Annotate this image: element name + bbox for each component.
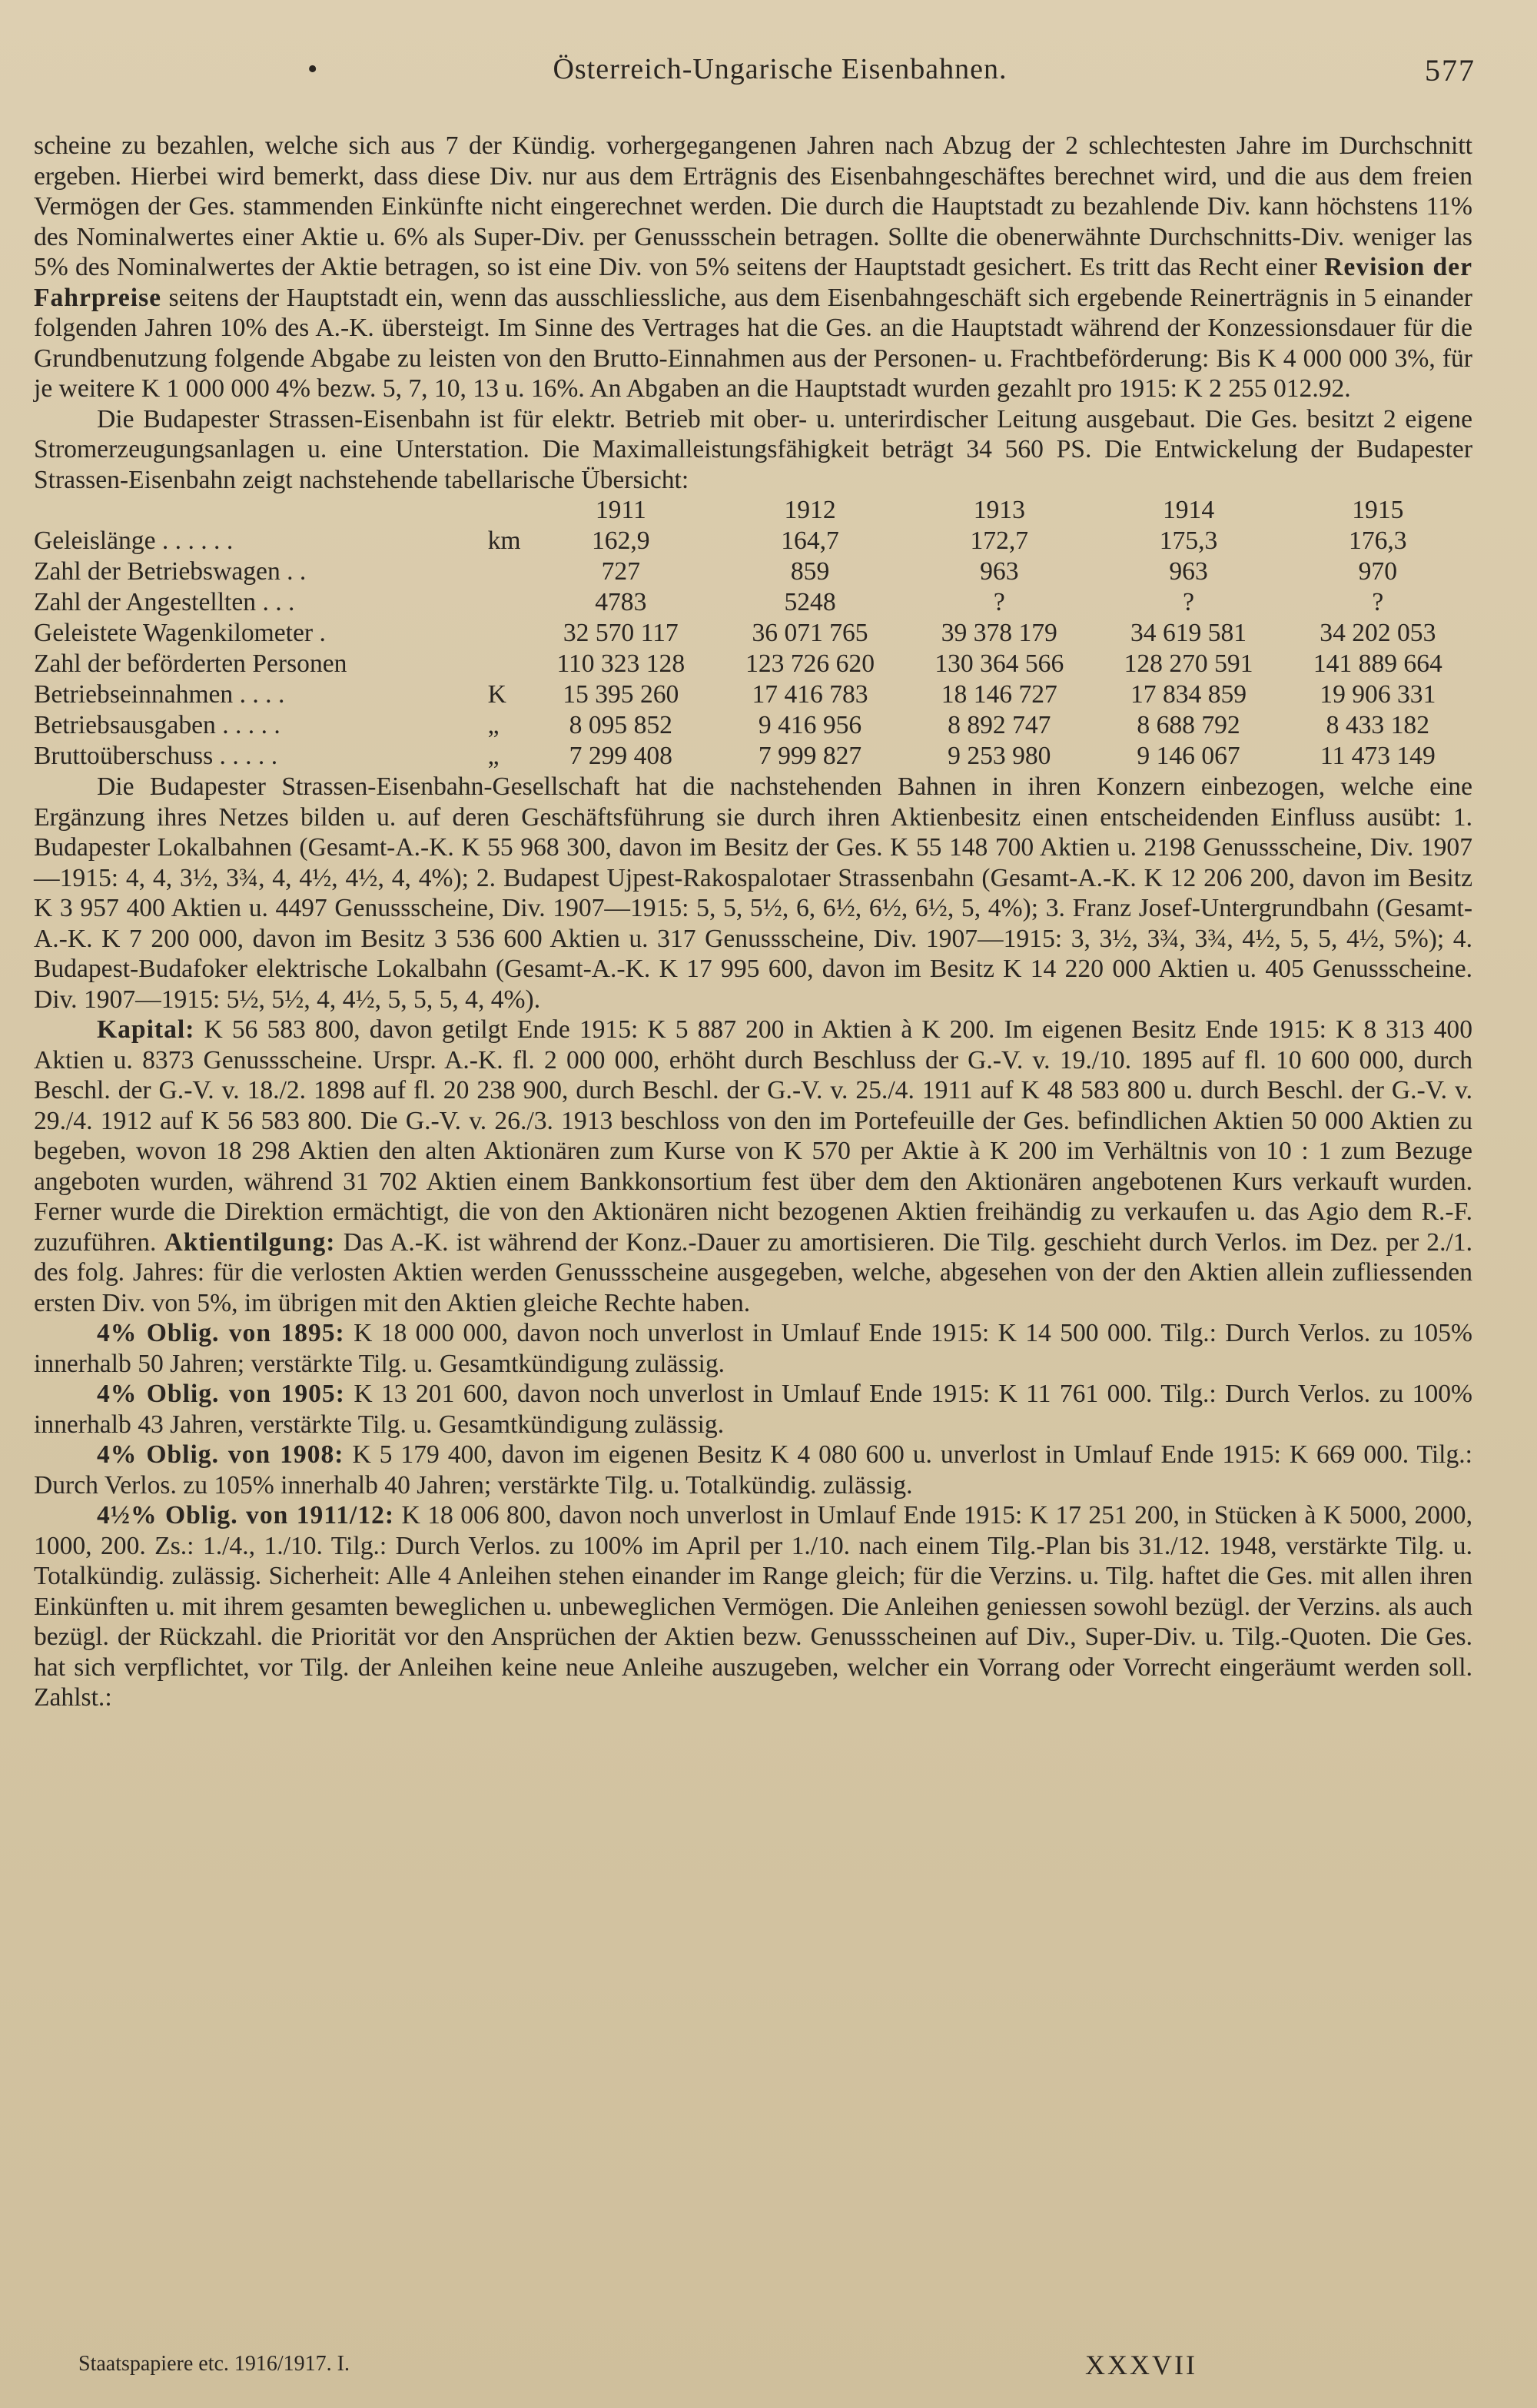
row-unit: „: [487, 742, 500, 770]
table-cell: 963: [980, 557, 1019, 586]
page-footer: [78, 2349, 1445, 2380]
table-row: [34, 710, 1472, 741]
oblig-1905-paragraph: [34, 1379, 1472, 1440]
table-cell: 128 270 591: [1124, 649, 1253, 678]
aktientilgung-label: Aktientilgung:: [164, 1227, 336, 1257]
row-label: Geleislänge . . . . . .: [34, 526, 234, 555]
table-cell: 19 906 331: [1320, 680, 1436, 709]
table-header-row: [34, 495, 1472, 526]
table-cell: 39 378 179: [941, 619, 1057, 647]
footer-signature: XXXVII: [1085, 2350, 1197, 2380]
oblig-1911-text: K 18 006 800, davon noch unverlost in Umlauf Ende 1915: K 17 251 200, in Stücken à K 5000, 2000, 1000, 200. Zs.: 1./4., 1./10. Tilg.: Durch Verlos. zu 100% im April per 1./10. nach einem Tilg.-Plan bis 31./12. 1948, verstärkte Tilg. u. Totalkündig. zulässig. Sicherheit: Alle 4 Anleihen stehen einander im Range gleich; für die Verzins. u. Tilg. haftet die Ges. mit allen ihren Einkünften u. mit ihrem gesamten beweglichen u. unbeweglichen Vermögen. Die Anleihen geniessen sowohl bezügl. der Verzins. als auch bezügl. der Rückzahl. die Priorität vor den Ansprüchen der Aktien bezw. Genussscheinen auf Div., Super-Div. u. Tilg.-Quoten. Die Ges. hat sich verpflichtet, vor Tilg. der Anleihen keine neue Anleihe auszugeben, welcher ein Vorrang oder Vorrecht eingeräumt werden soll. Zahlst.:: [34, 1501, 1472, 1712]
table-cell: 4783: [595, 588, 647, 616]
table-cell: 7 999 827: [758, 742, 862, 770]
table-cell: 34 619 581: [1130, 619, 1247, 647]
table-cell: 11 473 149: [1320, 742, 1436, 770]
table-cell: 7 299 408: [569, 742, 672, 770]
kapital-paragraph: [34, 1015, 1472, 1318]
row-unit: km: [487, 526, 521, 555]
page-body: [34, 131, 1472, 1713]
table-cell: ?: [1372, 588, 1384, 616]
table-cell: 8 433 182: [1326, 711, 1429, 739]
konzern-paragraph: Die Budapester Strassen-Eisenbahn-Gesellschaft hat die nachstehenden Bahnen in ihren Konzern einbezogen, welche eine Ergänzung ihres Netzes bilden u. auf deren Geschäftsführung sie durch ihren Aktienbesitz einen entscheidenden Einfluss ausübt: 1. Budapester Lokalbahnen (Gesamt-A.-K. K 55 968 300, davon im Besitz der Ges. K 55 148 700 Aktien u. 2198 Genussscheine, Div. 1907—1915: 4, 4, 3½, 3¾, 4, 4½, 4½, 4, 4%); 2. Budapest Ujpest-Rakospalotaer Strassenbahn (Gesamt-A.-K. K 12 206 200, davon im Besitz K 3 957 400 Aktien u. 4497 Genussscheine, Div. 1907—1915: 5, 5, 5½, 6, 6½, 6½, 6½, 5, 4%); 3. Franz Josef-Untergrundbahn (Gesamt-A.-K. K 7 200 000, davon im Besitz 3 536 600 Aktien u. 317 Genussscheine, Div. 1907—1915: 3, 3½, 3¾, 3¾, 4½, 5, 5, 4½, 5%); 4. Budapest-Budafoker elektrische Lokalbahn (Gesamt-A.-K. K 17 995 600, davon im Besitz K 14 220 000 Aktien u. 405 Genussscheine. Div. 1907—1915: 5½, 5½, 4, 4½, 5, 5, 5, 4, 4%).: [34, 772, 1472, 1014]
oblig-1895-label: 4% Oblig. von 1895:: [97, 1319, 345, 1347]
row-label: Zahl der beförderten Personen: [34, 649, 347, 678]
page-number: 577: [1425, 53, 1476, 88]
page-header: [85, 52, 1476, 98]
table-row: [34, 649, 1472, 679]
aktientilgung-text: Das A.-K. ist während der Konz.-Dauer zu amortisieren. Die Tilg. geschieht durch Verlos. im Dez. per 2./1. des folg. Jahres: für die verlosten Aktien werden Genussscheine ausgegeben, welche, abgesehen von der den Aktien allein zufliessenden ersten Div. von 5%, im übrigen mit den Aktien gleiche Rechte haben.: [34, 1227, 1472, 1317]
running-title: Österreich-Ungarische Eisenbahnen.: [553, 53, 1008, 85]
row-label: Bruttoüberschuss . . . . .: [34, 742, 278, 770]
oblig-1911-paragraph: [34, 1500, 1472, 1713]
table-cell: 110 323 128: [556, 649, 686, 678]
row-unit: [488, 618, 526, 649]
table-cell: ?: [1183, 588, 1194, 616]
table-cell: 176,3: [1349, 526, 1407, 555]
table-cell: 18 146 727: [941, 680, 1057, 709]
table-cell: 141 889 664: [1313, 649, 1442, 678]
table-row: [34, 556, 1472, 587]
table-cell: 859: [790, 557, 830, 586]
row-label: Zahl der Angestellten . . .: [34, 588, 295, 616]
table-cell: 17 416 783: [752, 680, 868, 709]
kapital-text: K 56 583 800, davon getilgt Ende 1915: K 5 887 200 in Aktien à K 200. Im eigenen Besitz Ende 1915: K 8 313 400 Aktien u. 8373 Genussscheine. Urspr. A.-K. fl. 2 000 000, erhöht durch Beschluss der G.-V. v. 19./10. 1895 auf fl. 10 600 000, durch Beschl. der G.-V. v. 18./2. 1898 auf fl. 20 238 900, durch Beschl. der G.-V. v. 25./4. 1911 auf K 48 583 800 u. durch Beschl. der G.-V. v. 29./4. 1912 auf K 56 583 800. Die G.-V. v. 26./3. 1913 beschloss von den im Portefeuille der Ges. befindlichen Aktien 50 000 Aktien zu begeben, wovon 18 298 Aktien den alten Aktionären zum Kurse von K 570 per Aktie à K 200 im Verhältnis von 10 : 1 zum Bezuge angeboten wurden, während 31 702 Aktien einem Bankkonsortium fest über dem den Aktionären angebotenen Kurs verkauft wurden. Ferner wurde die Direktion ermächtigt, die von den Aktionären nicht bezogenen Aktien freihändig zu verkaufen u. das Agio dem R.-F. zuzuführen.: [34, 1015, 1472, 1257]
oblig-1905-label: 4% Oblig. von 1905:: [97, 1380, 345, 1408]
row-unit: K: [487, 680, 506, 709]
oblig-1908-label: 4% Oblig. von 1908:: [97, 1440, 344, 1469]
oblig-1905-text: K 13 201 600, davon noch unverlost in Umlauf Ende 1915: K 11 761 000. Tilg.: Durch Verlos. zu 100% innerhalb 43 Jahren, verstärkte Tilg. u. Gesamtkündigung zulässig.: [34, 1380, 1472, 1439]
oblig-1895-paragraph: [34, 1318, 1472, 1379]
row-label: Betriebsausgaben . . . . .: [34, 711, 281, 739]
table-cell: 172,7: [970, 526, 1029, 555]
table-cell: 970: [1358, 557, 1398, 586]
table-row: [34, 526, 1472, 556]
table-cell: 123 726 620: [745, 649, 875, 678]
row-label: Zahl der Betriebswagen . .: [34, 557, 307, 586]
statistics-table: [34, 495, 1472, 772]
oblig-1908-paragraph: [34, 1440, 1472, 1500]
table-cell: 9 253 980: [948, 742, 1051, 770]
table-cell: 162,9: [592, 526, 650, 555]
table-cell: 8 688 792: [1137, 711, 1240, 739]
row-unit: „: [487, 711, 500, 739]
oblig-1911-label: 4½% Oblig. von 1911/12:: [97, 1501, 395, 1529]
revision-text: seitens der Hauptstadt ein, wenn das ausschliessliche, aus dem Eisenbahngeschäft sich ergebende Reinerträgnis in 5 einander folgenden Jahren 10% des A.-K. übersteigt. Im Sinne des Vertrages hat die Ges. an die Hauptstadt während der Konzessionsdauer für die Grundbenutzung folgende Abgabe zu leisten von den Brutto-Einnahmen aus der Personen- u. Frachtbeförderung: Bis K 4 000 000 3%, für je weitere K 1 000 000 4% bezw. 5, 7, 10, 13 u. 16%. An Abgaben an die Hauptstadt wurden gezahlt pro 1915: K 2 255 012.92.: [34, 283, 1472, 403]
revision-heading: Revision der Fahrpreise: [34, 253, 1472, 312]
oblig-1895-text: K 18 000 000, davon noch unverlost in Umlauf Ende 1915: K 14 500 000. Tilg.: Durch Verlos. zu 105% innerhalb 50 Jahren; verstärkte Tilg. u. Gesamtkündigung zulässig.: [34, 1319, 1472, 1378]
year-header: 1912: [784, 496, 836, 524]
operation-paragraph: Die Budapester Strassen-Eisenbahn ist für elektr. Betrieb mit ober- u. unterirdischer Leitung ausgebaut. Die Ges. besitzt 2 eigene Stromerzeugungsanlagen u. eine Unterstation. Die Maximalleistungsfähigkeit beträgt 34 560 PS. Die Entwickelung der Budapester Strassen-Eisenbahn zeigt nachstehende tabellarische Übersicht:: [34, 404, 1472, 494]
table-cell: 5248: [784, 588, 836, 616]
table-cell: 36 071 765: [752, 619, 868, 647]
table-cell: 8 095 852: [569, 711, 672, 739]
revision-pre: Es tritt das Recht einer: [1079, 253, 1325, 281]
table-cell: 727: [601, 557, 640, 586]
row-label: Geleistete Wagenkilometer .: [34, 619, 326, 647]
table-cell: 9 146 067: [1137, 742, 1240, 770]
table-cell: 17 834 859: [1130, 680, 1247, 709]
oblig-1908-text: K 5 179 400, davon im eigenen Besitz K 4 080 600 u. unverlost in Umlauf Ende 1915: K 669 000. Tilg.: Durch Verlos. zu 105% innerhalb 40 Jahren; verstärkte Tilg. u. Totalkündig. zulässig.: [34, 1440, 1472, 1500]
intro-text: scheine zu bezahlen, welche sich aus 7 der Kündig. vorhergegangenen Jahren nach Abzug der 2 schlechtesten Jahre im Durchschnitt ergeben. Hierbei wird bemerkt, dass diese Div. nur aus dem Erträgnis des Eisenbahngeschäftes berechnet wird, und die aus dem freien Vermögen der Ges. stammenden Einkünfte nicht eingerechnet werden. Die durch die Hauptstadt zu bezahlende Div. kann höchstens 11% des Nominalwertes einer Aktie u. 6% als Super-Div. per Genussschein betragen. Sollte die obenerwähnte Durchschnitts-Div. weniger las 5% des Nominalwertes der Aktie betragen, so ist eine Div. von 5% seitens der Hauptstadt gesichert.: [34, 131, 1472, 281]
table-cell: 8 892 747: [948, 711, 1051, 739]
table-cell: 34 202 053: [1320, 619, 1436, 647]
row-label: Betriebseinnahmen . . . .: [34, 680, 285, 709]
header-dot: •: [307, 53, 318, 85]
table-row: [34, 587, 1472, 618]
table-cell: 15 395 260: [563, 680, 679, 709]
kapital-label: Kapital:: [97, 1015, 195, 1044]
table-cell: 963: [1169, 557, 1208, 586]
row-unit: [488, 649, 526, 679]
year-header: 1911: [595, 496, 646, 524]
table-cell: 175,3: [1159, 526, 1218, 555]
table-row: [34, 618, 1472, 649]
table-cell: 164,7: [781, 526, 839, 555]
table-cell: ?: [993, 588, 1005, 616]
intro-paragraph: [34, 131, 1472, 404]
year-header: 1915: [1352, 496, 1404, 524]
footer-publication: Staatspapiere etc. 1916/1917. I.: [78, 2352, 350, 2376]
table-cell: 32 570 117: [563, 619, 679, 647]
table-row: [34, 741, 1472, 772]
year-header: 1914: [1162, 496, 1215, 524]
table-cell: 9 416 956: [758, 711, 862, 739]
table-cell: 130 364 566: [934, 649, 1064, 678]
row-unit: [488, 587, 526, 618]
year-header: 1913: [973, 496, 1025, 524]
row-unit: [488, 556, 526, 587]
table-row: [34, 679, 1472, 710]
